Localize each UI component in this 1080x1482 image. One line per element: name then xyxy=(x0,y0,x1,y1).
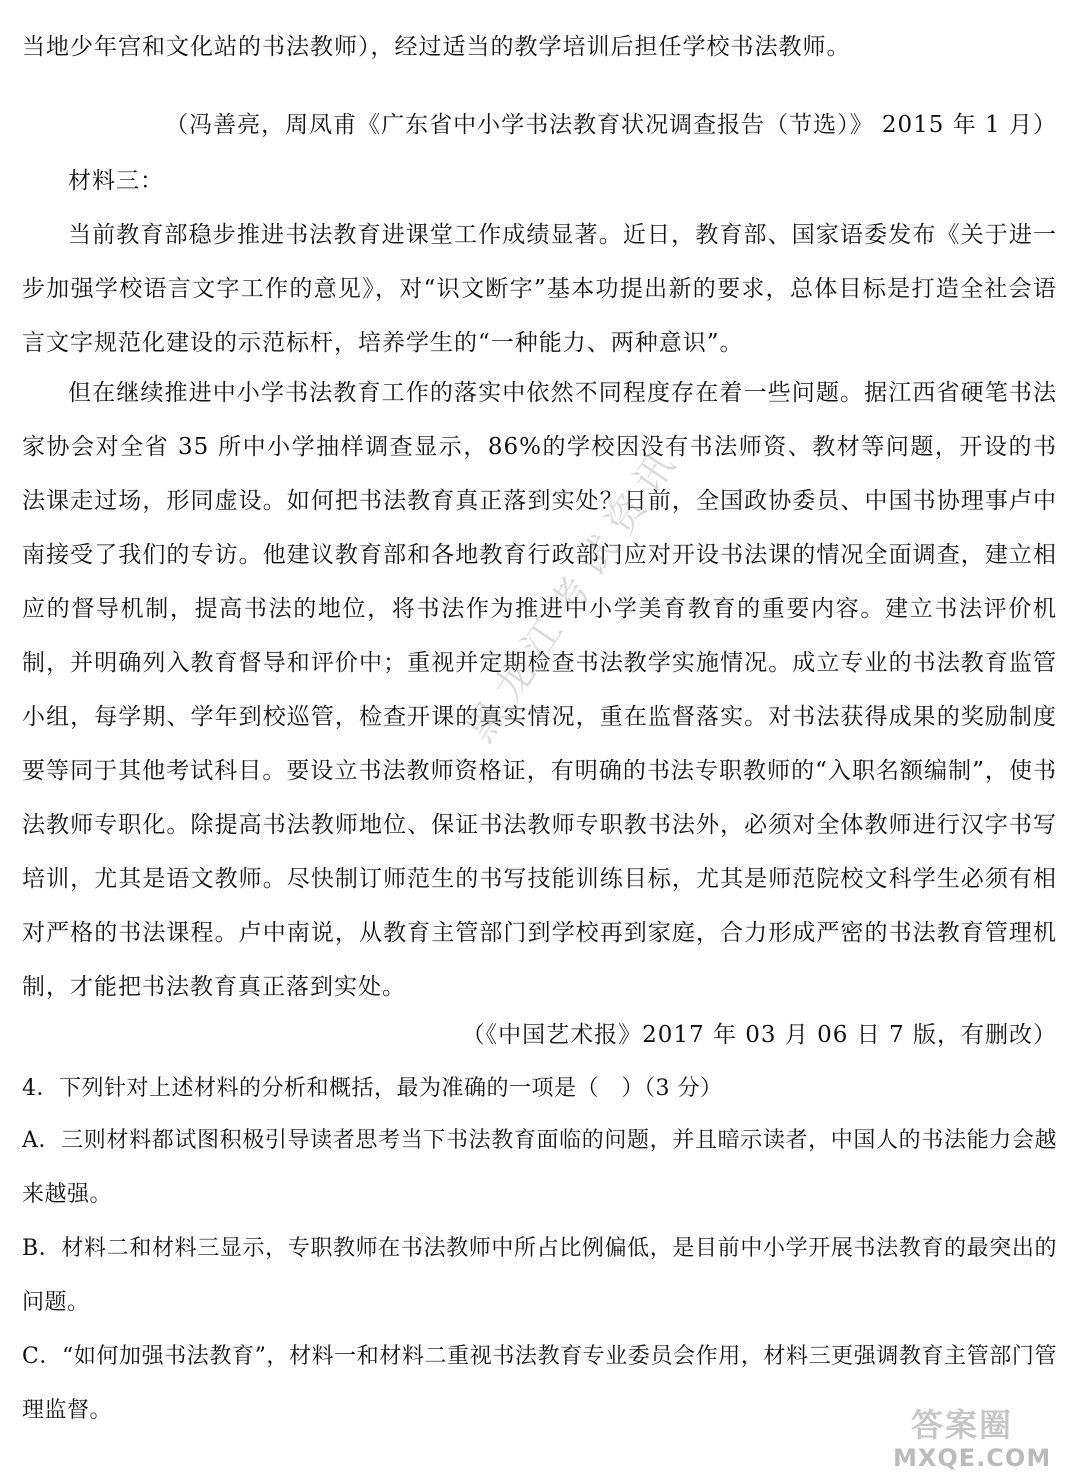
material-3-paragraph-2: 但在继续推进中小学书法教育工作的落实中依然不同程度存在着一些问题。据江西省硬笔书法家协会对全省 35 所中小学抽样调查显示，86%的学校因没有书法师资、教材等问题，开设的书法课走过场，形同虚设。如何把书法教育真正落到实处？日前，全国政协委员、中国书协理事卢中南接受了我们的专访。他建议教育部和各地教育行政部门应对开设书法课的情况全面调查，建立相应的督导机制，提高书法的地位，将书法作为推进中小学美育教育的重要内容。建立书法评价机制，并明确列入教育督导和评价中；重视并定期检查书法教学实施情况。成立专业的书法教育监管小组，每学期、学年到校巡管，检查开课的真实情况，重在监督落实。对书法获得成果的奖励制度要等同于其他考试科目。要设立书法教师资格证，有明确的书法专职教师的“入职名额编制”，使书法教师专职化。除提高书法教师地位、保证书法教师专职教书法外，必须对全体教师进行汉字书写培训，尤其是语文教师。尽快制订师范生的书写技能训练目标，尤其是师范院校文科学生必须有相对严格的书法课程。卢中南说，从教育主管部门到学校再到家庭，合力形成严密的书法教育管理机制，才能把书法教育真正落到实处。 xyxy=(22,380,1057,1000)
material-3-paragraph-1: 当前教育部稳步推进书法教育进课堂工作成绩显著。近日，教育部、国家语委发布《关于进一步加强学校语言文字工作的意见》，对“识文断字”基本功提出新的要求，总体目标是打造全社会语言文字规范化建设的示范标杆，培养学生的“一种能力、两种意识”。 xyxy=(22,222,1057,356)
logo-bottom-text: MXQE.COM xyxy=(893,1444,1052,1472)
material-3-heading: 材料三： xyxy=(68,168,164,194)
logo-top-text: 答案圈 xyxy=(911,1406,1014,1444)
question-4-stem: 4．下列针对上述材料的分析和概括，最为准确的一项是（ ）（3 分） xyxy=(22,1076,723,1101)
question-4-option-b: B．材料二和材料三显示，专职教师在书法教师中所占比例偏低，是目前中小学开展书法教育的最突出的问题。 xyxy=(22,1236,1057,1315)
question-4-option-c: C．“如何加强书法教育”，材料一和材料二重视书法教育专业委员会作用，材料三更强调教育主管部门管理监督。 xyxy=(22,1344,1057,1423)
material-2-last-line: 当地少年宫和文化站的书法教师），经过适当的教学培训后担任学校书法教师。 xyxy=(22,34,851,60)
watermark-text: 黑龙江考试资讯 xyxy=(457,434,690,750)
material-2-source: （冯善亮，周凤甫《广东省中小学书法教育状况调查报告（节选）》 2015 年 1 月） xyxy=(165,112,1057,138)
question-4-option-a: A．三则材料都试图积极引导读者思考当下书法教育面临的问题，并且暗示读者，中国人的书法能力会越来越强。 xyxy=(22,1128,1057,1207)
site-logo xyxy=(893,1400,1068,1472)
material-3-source: （《中国艺术报》2017 年 03 月 06 日 7 版，有删改） xyxy=(461,1022,1057,1048)
